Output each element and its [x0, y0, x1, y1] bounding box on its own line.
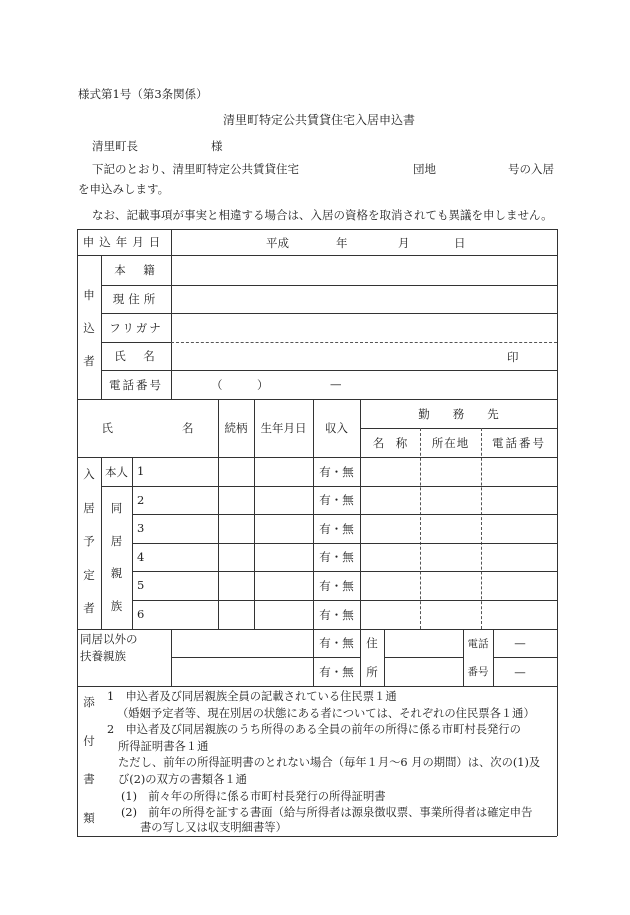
dependent-phone-label: 番号: [467, 666, 489, 678]
intro-text-line2: を申込みします。: [78, 182, 170, 196]
date-month-label: 月: [398, 236, 410, 250]
phone-area-code: （ ）: [211, 378, 269, 392]
field-label-phone: 電話番号: [109, 377, 163, 392]
header-work-phone: 電話番号: [492, 435, 546, 450]
dependents-label: 同居以外の 扶養親族: [80, 632, 138, 663]
dependent-phone-dash: —: [514, 636, 526, 650]
field-label-address: 現住所: [112, 292, 160, 306]
date-era: 平成: [266, 236, 289, 250]
form-title: 清里町特定公共賃貸住宅入居申込書: [223, 113, 416, 127]
header-work-name: 名 称: [372, 435, 408, 450]
relatives-label: 同 居 親 族: [110, 501, 123, 613]
income-option[interactable]: 有・無: [319, 607, 354, 622]
row-number: 4: [137, 550, 145, 564]
row-number: 6: [137, 607, 145, 621]
intro-text-part2: 団地: [413, 162, 436, 176]
income-option[interactable]: 有・無: [319, 464, 354, 479]
household-group-label: 入 居 予 定 者: [83, 467, 95, 615]
field-label-furigana: フリガナ: [109, 320, 163, 335]
dependent-phone-label: 電話: [467, 637, 489, 650]
header-birthdate: 生年月日: [260, 421, 307, 435]
notice-text: なお、記載事項が事実と相違する場合は、入居の資格を取消されても異議を申しません。: [92, 208, 553, 222]
dependent-address-label: 住: [366, 636, 378, 650]
addressee: 清里町長: [92, 139, 138, 153]
header-relation: 続柄: [224, 421, 248, 435]
dependent-phone-dash: —: [514, 664, 526, 679]
date-label: 申込年月日: [82, 235, 166, 249]
name-field[interactable]: [173, 344, 493, 368]
intro-text-part1: 下記のとおり、清里町特定公共賃貸住宅: [92, 162, 299, 176]
attachment-line: （婚姻予定者等、現在別居の状態にある者については、それぞれの住民票各１通）: [117, 707, 535, 720]
income-option[interactable]: 有・無: [319, 578, 354, 593]
income-option[interactable]: 有・無: [319, 493, 354, 507]
attachment-line: 2 申込者及び同居親族のうち所得のある全員の前年の所得に係る市町村長発行の: [107, 723, 521, 736]
applicant-group-label: 申 込 者: [83, 288, 95, 368]
date-year-field[interactable]: [356, 232, 394, 250]
row-number: 2: [137, 493, 145, 507]
furigana-field[interactable]: [173, 315, 555, 340]
header-workplace: 勤 務 先: [418, 406, 499, 421]
address-field[interactable]: [173, 287, 555, 311]
income-option[interactable]: 有・無: [319, 521, 354, 536]
row-number: 5: [137, 578, 145, 592]
field-label-honseki: 本 籍: [114, 263, 158, 277]
honseki-field[interactable]: [173, 257, 555, 283]
header-name: 氏 名: [101, 421, 194, 435]
attachments-label: 添 付 書 類: [83, 695, 95, 825]
attachment-line: 書の写し又は収支明細書等）: [140, 821, 287, 834]
field-label-name: 氏 名: [114, 349, 158, 363]
row-number: 1: [137, 464, 145, 478]
attachment-line: ただし、前年の所得証明書のとれない場合（毎年１月～6 月の期間）は、次の(1)及: [118, 756, 541, 769]
attachment-line: び(2)の双方の書類各１通: [118, 773, 247, 786]
attachment-line: (1) 前々年の所得に係る市町村長発行の所得証明書: [121, 790, 386, 803]
header-work-address: 所在地: [431, 435, 470, 450]
row-number: 3: [137, 521, 145, 535]
dependent-income-option[interactable]: 有・無: [319, 664, 354, 679]
dependent-address-label: 所: [366, 664, 378, 679]
form-number: 様式第1号（第3条関係）: [78, 87, 208, 101]
date-month-field[interactable]: [412, 232, 450, 250]
phone-dash: —: [330, 377, 342, 391]
attachment-line: (2) 前年の所得を証する書面（給与所得者は源泉徴収票、事業所得者は確定申告: [121, 806, 533, 819]
attachment-line: 1 申込者及び同居親族全員の記載されている住民票１通: [107, 690, 397, 703]
intro-text-part3: 号の入居: [508, 162, 554, 176]
attachment-line: 所得証明書各１通: [118, 740, 209, 753]
date-year-label: 年: [336, 236, 348, 250]
date-day-label: 日: [454, 236, 466, 250]
header-income: 収入: [325, 421, 348, 435]
dependent-income-option[interactable]: 有・無: [319, 636, 354, 650]
seal-mark: 印: [507, 350, 519, 364]
income-option[interactable]: 有・無: [319, 550, 354, 564]
self-label: 本人: [105, 464, 128, 479]
honorific: 様: [211, 139, 223, 153]
